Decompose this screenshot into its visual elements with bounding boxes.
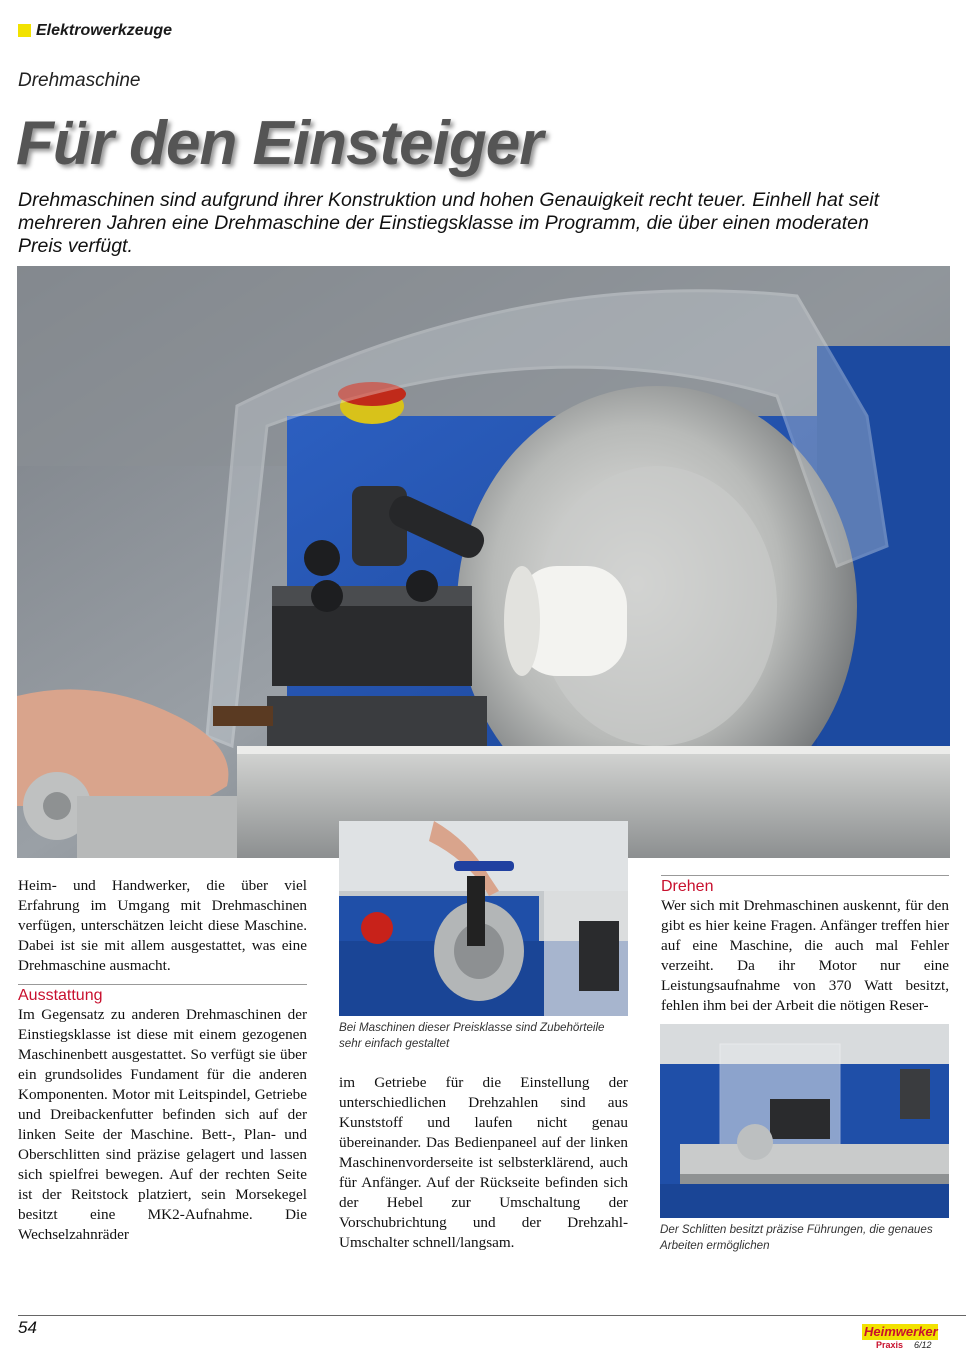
footer-rule [18, 1315, 966, 1316]
column-3 [661, 875, 949, 1016]
article-subtitle: Drehmaschine [18, 70, 141, 91]
article-title: Für den Einsteiger [16, 109, 543, 178]
heading-ausstattung: Ausstattung [18, 984, 307, 1005]
section-label: Elektrowerkzeuge [36, 22, 173, 39]
heading-drehen: Drehen [661, 875, 949, 896]
caption-slide: Der Schlitten besitzt präzise Führungen, die genaues Arbeiten ermöglichen [660, 1223, 933, 1252]
caption-chuck: Bei Maschinen dieser Preisklasse sind Zubehörteile sehr einfach gestaltet [339, 1021, 605, 1050]
section-marker [18, 24, 31, 37]
main-lathe-photo [17, 266, 950, 858]
article-intro: Drehmaschinen sind aufgrund ihrer Konstruktion und hohen Genauigkeit recht teuer. Einhell hat seit mehreren Jahren eine Drehmaschine der Einstiegsklasse im Programm, die über einen moderaten Preis verfügt. [18, 189, 880, 257]
page-number: 54 [18, 1318, 37, 1337]
paragraph-ausstattung: Im Gegensatz zu anderen Drehmaschinen der Einstiegsklasse ist diese mit einem gezogenen Maschinenbett ausgestattet. So verfügt sie über ein grundsolides Fundament für die anderen Komponenten. Motor mit Leitspindel, Getriebe und Dreibackenfutter befinden sich auf der linken Seite der Maschine. Bett-, Plan- und Oberschlitten sind präzise gelagert und lassen sich spielfrei bewegen. Auf der rechten Seite ist der Reitstock platziert, sein Morsekegel besitzt eine MK2-Aufnahme. Die Wechselzahnräder [18, 1006, 307, 1243]
paragraph-getriebe: im Getriebe für die Einstellung der unterschiedlichen Drehzahlen sind aus Kunststoff und laufen nicht genau übereinander. Das Bedienpaneel auf der linken Maschinenvorderseite ist selbsterklärend, auch für Anfänger. Auf der Rückseite befinden sich der Hebel zur Umschaltung der Vorschubrichtung und der Drehzahl-Umschalter schnell/langsam. [339, 1074, 628, 1251]
magazine-logo [862, 1324, 938, 1352]
inset-photo-slide [660, 1024, 949, 1218]
paragraph-intro: Heim- und Handwerker, die über viel Erfahrung im Umgang mit Drehmaschinen verfügen, unterschätzen leicht diese Maschine. Dabei ist sie mit allem ausgestattet, was eine Drehmaschine ausmacht. [18, 877, 307, 974]
column-2 [339, 1073, 628, 1253]
issue-number: 6/12 [914, 1340, 932, 1350]
column-1 [18, 876, 307, 1245]
logo-subtitle: Praxis [876, 1340, 904, 1350]
inset-photo-chuck [339, 821, 628, 1016]
paragraph-drehen: Wer sich mit Drehmaschinen auskennt, für den gibt es hier keine Fragen. Anfänger treffen hier auf eine Maschine, die auch mal Fehler verzeiht. Da ihr Motor nur eine Leistungsaufnahme von 370 Watt besitzt, fehlen ihm bei der Arbeit die nötigen Reser- [661, 897, 949, 1014]
logo-title: Heimwerker [864, 1324, 938, 1339]
